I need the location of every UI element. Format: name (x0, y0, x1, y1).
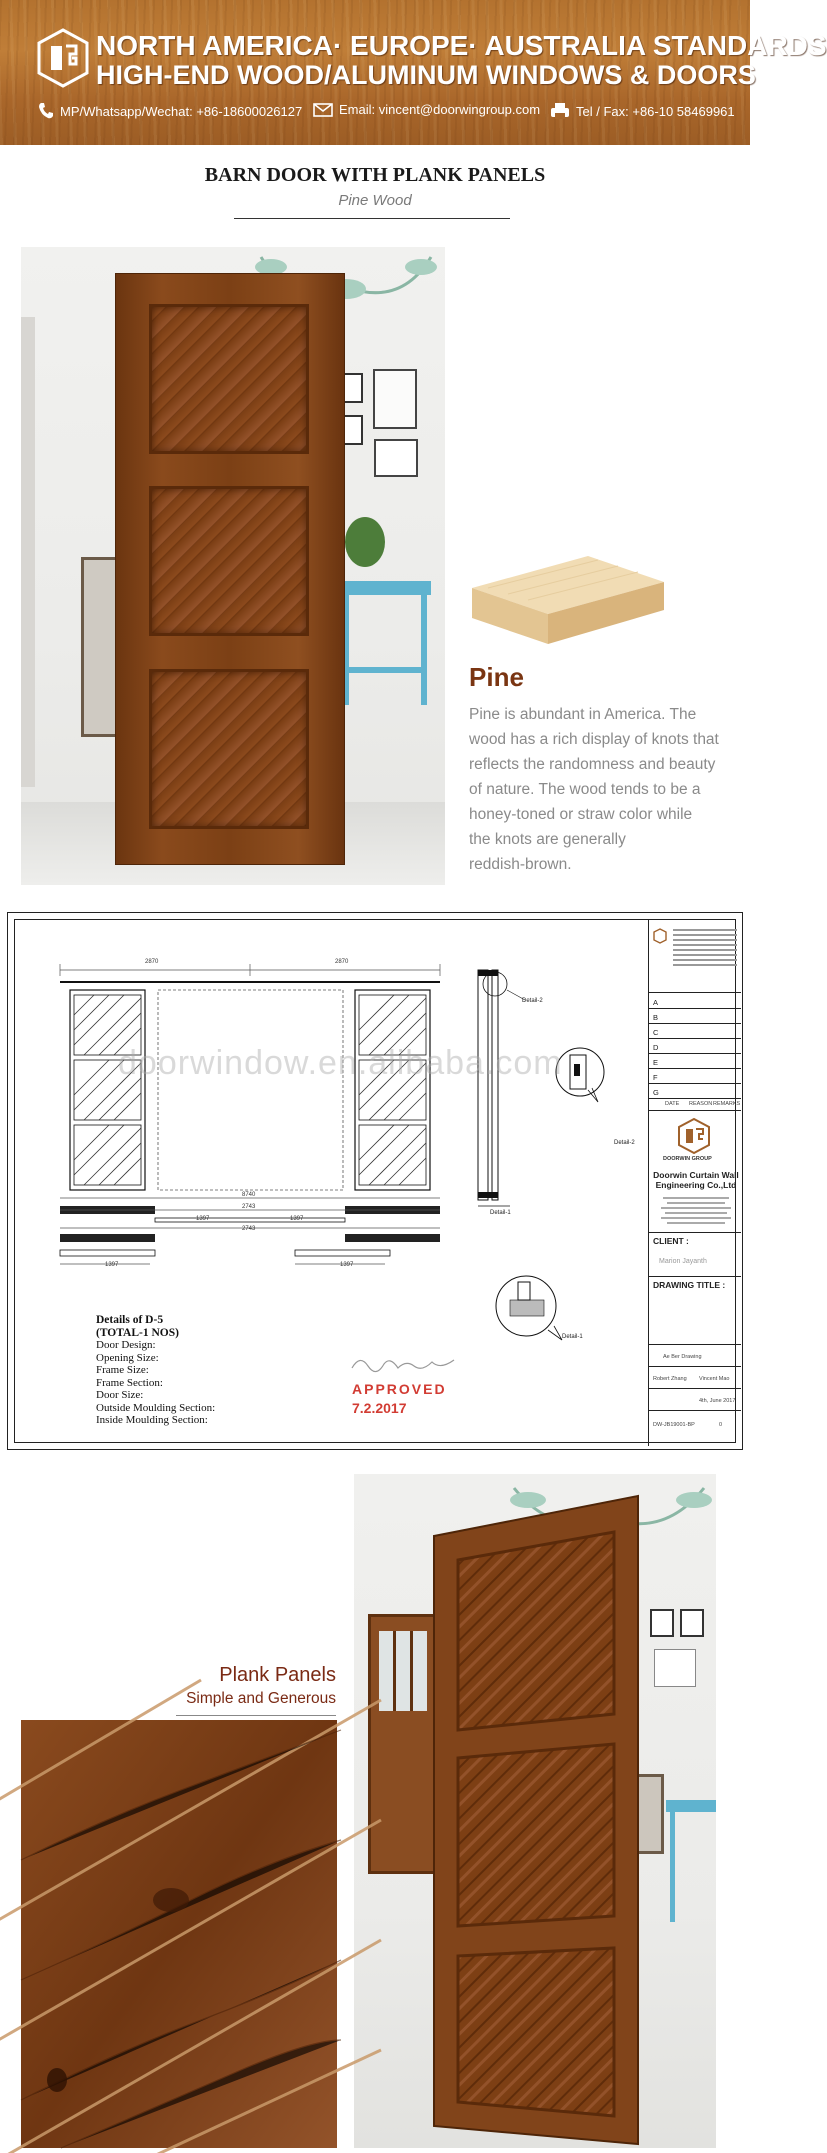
wall-frame (654, 1649, 696, 1687)
dim-label: 1397 (105, 1262, 119, 1268)
wall-frame (650, 1609, 674, 1637)
details-title: Details of D-5 (96, 1314, 164, 1326)
plant (345, 517, 385, 567)
product-title: BARN DOOR WITH PLANK PANELS (204, 164, 546, 186)
pine-line: reddish-brown. (469, 856, 572, 873)
doorwin-logo-icon (36, 28, 90, 88)
company-short: DOORWIN GROUP (663, 1156, 712, 1162)
company-address (657, 1194, 735, 1227)
door-panel-bottom (149, 669, 309, 829)
contact-tel (550, 102, 735, 120)
wall-frame (374, 439, 418, 477)
title-divider (234, 218, 510, 219)
details-line: Door Design: (96, 1339, 156, 1351)
title-block-divider (649, 1053, 741, 1054)
wall-edge (21, 317, 35, 787)
checked-by: Vincent Mao (699, 1376, 730, 1382)
pine-line: wood has a rich display of knots that (469, 731, 719, 748)
mail-icon (313, 103, 333, 117)
dim-label: 2743 (242, 1226, 256, 1232)
pine-line: honey-toned or straw color while (469, 806, 693, 823)
barn-door (115, 273, 345, 865)
details-total: (TOTAL-1 NOS) (96, 1326, 179, 1339)
angled-barn-door (424, 1496, 644, 2146)
banner-product-line: HIGH-END WOOD/ALUMINUM WINDOWS & DOORS (96, 60, 756, 90)
tel-text: Tel / Fax: +86-10 58469961 (576, 103, 735, 119)
client-value: Marion Jayanth (659, 1258, 707, 1265)
title-block-divider (649, 1023, 741, 1024)
phone-icon (38, 102, 54, 120)
drawing-title-label: DRAWING TITLE : (653, 1280, 726, 1290)
dim-label: 1397 (290, 1216, 304, 1222)
blue-table-leg (421, 595, 427, 705)
rev-header-reason: REASON (689, 1101, 713, 1107)
title-block-divider (649, 1344, 741, 1345)
rev-header-remarks: REMARKS (713, 1101, 741, 1107)
detail-label: Detail-2 (614, 1140, 635, 1146)
title-block-divider (649, 1232, 741, 1233)
approved-date: 7.2.2017 (352, 1400, 407, 1416)
title-block-divider (649, 1276, 741, 1277)
pine-line: the knots are generally (469, 831, 626, 848)
title-block-divider (649, 1110, 741, 1111)
door-angle-photo (354, 1474, 716, 2148)
details-line: Outside Moulding Section: (96, 1401, 216, 1414)
detail-label: Detail-1 (490, 1210, 511, 1216)
title-block-divider (649, 1388, 741, 1389)
company-full-name: Doorwin Curtain Wall Engineering Co.,Ltd (653, 1170, 739, 1190)
wall-frame (373, 369, 417, 429)
wall-frame (680, 1609, 704, 1637)
phone-text: MP/Whatsapp/Wechat: +86-18600026127 (60, 103, 303, 119)
plank-panels-title: Plank Panels (219, 1664, 336, 1686)
rev-D: D (653, 1043, 659, 1052)
plank-panels-subtitle: Simple and Generous (186, 1690, 336, 1707)
dim-label: 1397 (340, 1262, 354, 1268)
dim-label: 2743 (242, 1204, 256, 1210)
title-block-notes (673, 926, 737, 969)
drawing-date: 4th, June 2017 (699, 1398, 736, 1404)
contact-email (313, 102, 540, 117)
pine-line: of nature. The wood tends to be a (469, 781, 701, 798)
doorwin-group-logo-icon (677, 1118, 711, 1154)
dim-label: 2870 (145, 959, 159, 965)
dim-label: 2870 (335, 959, 349, 965)
contact-row (38, 102, 738, 126)
doorwin-small-logo-icon (653, 928, 667, 944)
rev-B: B (653, 1013, 659, 1022)
pine-description (469, 702, 719, 877)
title-block (648, 920, 740, 1446)
watermark-text: doorwindow.en.alibaba.com (118, 1044, 563, 1082)
details-line: Frame Size: (96, 1364, 149, 1376)
header-banner (0, 0, 827, 145)
plank-closeup-photo (21, 1720, 337, 2148)
title-block-divider (649, 1083, 741, 1084)
section-drawing (470, 960, 640, 1340)
pine-heading: Pine (469, 662, 524, 692)
product-subtitle: Pine Wood (338, 192, 412, 209)
rev-E: E (653, 1058, 659, 1067)
plank-divider (176, 1715, 336, 1716)
dim-label: 8740 (242, 1192, 256, 1198)
detail-label: Detail-2 (522, 998, 543, 1004)
email-text: Email: vincent@doorwingroup.com (339, 102, 541, 117)
blue-table-top (339, 581, 431, 595)
banner-standards-line: NORTH AMERICA· EUROPE· AUSTRALIA STANDARDS (96, 30, 827, 61)
title-block-divider (649, 1008, 741, 1009)
details-line: Inside Moulding Section: (96, 1414, 208, 1426)
title-block-divider (649, 1068, 741, 1069)
pine-line: Pine is abundant in America. The (469, 706, 697, 723)
blue-table-top (666, 1800, 716, 1812)
door-panel-top (149, 304, 309, 454)
title-block-divider (649, 992, 741, 993)
pine-wood-sample (468, 548, 666, 648)
title-block-divider (649, 1366, 741, 1367)
wood-grain (21, 1720, 337, 2148)
rev-number: 0 (719, 1422, 723, 1428)
rev-G: G (653, 1088, 659, 1097)
dwg-number: DW-JB19001-BP (653, 1422, 695, 1428)
elevation-drawing (40, 950, 460, 1290)
fax-icon (550, 102, 570, 120)
title-block-divider (649, 1410, 741, 1411)
details-line: Frame Section: (96, 1376, 163, 1389)
drawn-by: Robert Zhang (653, 1376, 687, 1382)
room-door-photo (21, 247, 445, 885)
detail-label: Detail-1 (562, 1334, 583, 1340)
blue-table-leg (670, 1812, 675, 1922)
door-glass (379, 1631, 427, 1711)
title-block-divider (649, 1038, 741, 1039)
door-details (96, 1314, 215, 1427)
details-line: Door Size: (96, 1389, 144, 1401)
approved-stamp: APPROVED (352, 1381, 447, 1397)
drawn-value: Ae Ber Drawing (663, 1354, 702, 1360)
signature-scribble (350, 1352, 460, 1374)
rev-header-date: DATE (665, 1101, 680, 1107)
pine-line: reflects the randomness and beauty (469, 756, 716, 773)
rev-C: C (653, 1028, 659, 1037)
rev-A: A (653, 998, 659, 1007)
blue-table-shelf (343, 667, 427, 673)
client-label: CLIENT : (653, 1236, 689, 1246)
title-block-divider (649, 1098, 741, 1099)
contact-phone (38, 102, 302, 120)
door-panel-middle (149, 486, 309, 636)
dim-label: 1397 (196, 1216, 210, 1222)
rev-F: F (653, 1073, 658, 1082)
details-line: Opening Size: (96, 1351, 159, 1364)
